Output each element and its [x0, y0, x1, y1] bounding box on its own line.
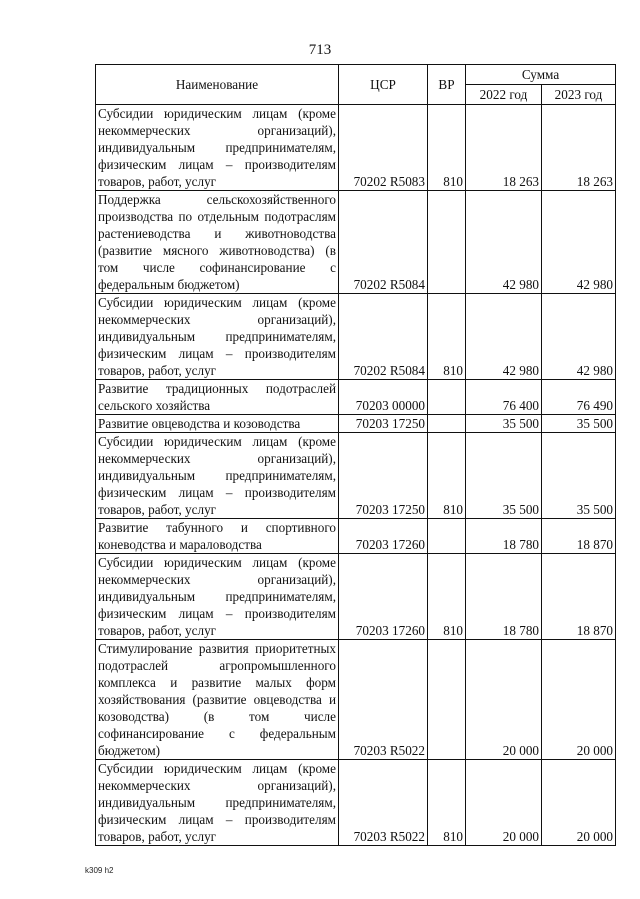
column-header-name: Наименование — [96, 65, 339, 105]
row-csr: 70203 R5022 — [339, 760, 428, 846]
row-sum-2023: 20 000 — [542, 760, 616, 846]
column-header-csr: ЦСР — [339, 65, 428, 105]
row-sum-2022: 18 780 — [466, 554, 542, 640]
row-sum-2022: 20 000 — [466, 760, 542, 846]
row-sum-2023: 18 870 — [542, 554, 616, 640]
table-row — [96, 294, 616, 380]
row-name: Субсидии юридическим лицам (кроме некоммерческих организаций), индивидуальным предпринимателям, физическим лицам – производителям товаров, работ, услуг — [96, 294, 339, 380]
column-header-sum: Сумма — [466, 65, 616, 85]
table-row — [96, 380, 616, 415]
row-sum-2022: 18 780 — [466, 519, 542, 554]
row-sum-2022: 18 263 — [466, 105, 542, 191]
table-body — [96, 105, 616, 846]
row-sum-2023: 35 500 — [542, 433, 616, 519]
row-sum-2022: 76 400 — [466, 380, 542, 415]
row-csr: 70203 17250 — [339, 433, 428, 519]
table-row — [96, 105, 616, 191]
row-vr: 810 — [428, 760, 466, 846]
row-name: Субсидии юридическим лицам (кроме некоммерческих организаций), индивидуальным предпринимателям, физическим лицам – производителям товаров, работ, услуг — [96, 760, 339, 846]
row-sum-2022: 35 500 — [466, 433, 542, 519]
row-csr: 70203 R5022 — [339, 640, 428, 760]
table-row — [96, 433, 616, 519]
row-sum-2022: 42 980 — [466, 191, 542, 294]
row-csr: 70202 R5083 — [339, 105, 428, 191]
row-sum-2023: 20 000 — [542, 640, 616, 760]
row-name: Развитие овцеводства и козоводства — [96, 415, 339, 433]
row-csr: 70202 R5084 — [339, 294, 428, 380]
footer-code: k309 h2 — [85, 866, 114, 875]
table-row — [96, 519, 616, 554]
table-row — [96, 191, 616, 294]
table-row — [96, 554, 616, 640]
page-number: 713 — [308, 42, 332, 58]
row-sum-2023: 42 980 — [542, 191, 616, 294]
column-header-vr: ВР — [428, 65, 466, 105]
column-header-2022: 2022 год — [466, 85, 542, 105]
column-header-2023: 2023 год — [542, 85, 616, 105]
row-name: Поддержка сельскохозяйственного производства по отдельным подотраслям растениеводства и животноводства (развитие мясного животноводства) (в том числе софинансирование с федеральным бюджетом) — [96, 191, 339, 294]
row-vr: 810 — [428, 433, 466, 519]
table-row — [96, 760, 616, 846]
row-name: Развитие традиционных подотраслей сельского хозяйства — [96, 380, 339, 415]
table-row — [96, 415, 616, 433]
row-vr: 810 — [428, 554, 466, 640]
row-vr — [428, 640, 466, 760]
row-name: Стимулирование развития приоритетных подотраслей агропромышленного комплекса и развитие малых форм хозяйствования (развитие овцеводства и козоводства) (в том числе софинансирование с федеральным бюджетом) — [96, 640, 339, 760]
row-sum-2023: 18 263 — [542, 105, 616, 191]
row-name: Субсидии юридическим лицам (кроме некоммерческих организаций), индивидуальным предпринимателям, физическим лицам – производителям товаров, работ, услуг — [96, 105, 339, 191]
row-sum-2022: 20 000 — [466, 640, 542, 760]
row-csr: 70203 17250 — [339, 415, 428, 433]
row-sum-2022: 42 980 — [466, 294, 542, 380]
budget-table — [95, 64, 616, 846]
row-sum-2022: 35 500 — [466, 415, 542, 433]
row-vr — [428, 519, 466, 554]
row-vr: 810 — [428, 294, 466, 380]
row-name: Развитие табунного и спортивного коневодства и мараловодства — [96, 519, 339, 554]
row-vr — [428, 191, 466, 294]
row-sum-2023: 76 490 — [542, 380, 616, 415]
row-csr: 70203 17260 — [339, 554, 428, 640]
row-sum-2023: 18 870 — [542, 519, 616, 554]
row-vr — [428, 380, 466, 415]
row-name: Субсидии юридическим лицам (кроме некоммерческих организаций), индивидуальным предпринимателям, физическим лицам – производителям товаров, работ, услуг — [96, 554, 339, 640]
row-csr: 70202 R5084 — [339, 191, 428, 294]
row-vr — [428, 415, 466, 433]
row-csr: 70203 17260 — [339, 519, 428, 554]
table-row — [96, 640, 616, 760]
row-vr: 810 — [428, 105, 466, 191]
row-csr: 70203 00000 — [339, 380, 428, 415]
row-sum-2023: 42 980 — [542, 294, 616, 380]
row-sum-2023: 35 500 — [542, 415, 616, 433]
row-name: Субсидии юридическим лицам (кроме некоммерческих организаций), индивидуальным предпринимателям, физическим лицам – производителям товаров, работ, услуг — [96, 433, 339, 519]
